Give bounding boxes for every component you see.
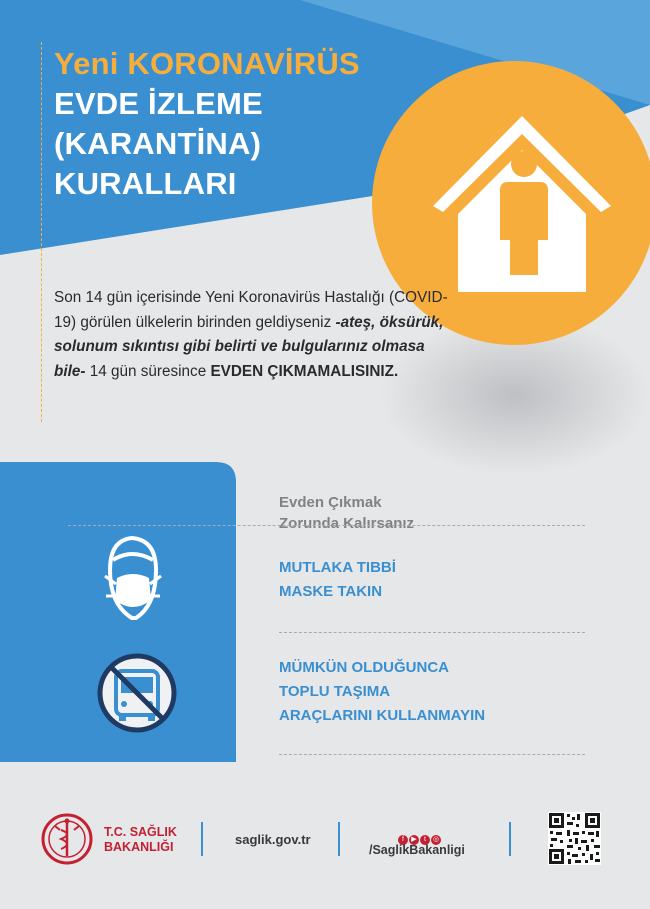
ministry-name-line-2: BAKANLIĞI	[104, 840, 174, 854]
footer-separator-3	[509, 822, 511, 856]
rule-transport-line-1: MÜMKÜN OLDUĞUNCA	[279, 659, 449, 676]
ministry-emblem-icon	[40, 812, 96, 866]
rule-mask-line-2: MASKE TAKIN	[279, 583, 383, 600]
footer-separator-1	[201, 822, 203, 856]
subheading-line-2: Zorunda Kalırsanız	[279, 515, 415, 532]
rule-mask	[279, 556, 396, 604]
intro-warning: EVDEN ÇIKMAMALISINIZ.	[210, 362, 399, 380]
ministry-name-line-1: T.C. SAĞLIK	[104, 825, 177, 839]
title-line-3: (KARANTİNA)	[54, 126, 262, 161]
title-line-1: Yeni KORONAVİRÜS	[54, 46, 360, 81]
rule-transport-line-2: TOPLU TAŞIMA	[279, 683, 391, 700]
no-bus-icon	[100, 656, 174, 730]
social-handle[interactable]: /SaglikBakanligi	[369, 843, 465, 857]
qr-code-icon	[548, 812, 601, 865]
divider-3	[279, 754, 585, 755]
intro-emphasis: -ateş, öksürük, solunum sıkıntısı gibi belirti ve bulgularınız olmasa bile-	[54, 313, 444, 380]
title-divider	[41, 42, 42, 422]
youtube-icon[interactable]: ▶	[409, 835, 419, 845]
subheading-line-1: Evden Çıkmak	[279, 494, 382, 511]
rule-transport	[279, 656, 485, 728]
instagram-icon[interactable]: ◎	[432, 836, 440, 843]
intro-paragraph	[54, 286, 454, 384]
title-line-4: KURALLARI	[54, 166, 237, 201]
footer-separator-2	[338, 822, 340, 856]
intro-text-2: 14 gün süresince	[85, 362, 211, 380]
divider-2	[279, 632, 585, 633]
divider-1	[68, 525, 585, 526]
page-title	[54, 44, 414, 204]
twitter-icon[interactable]: t	[420, 835, 430, 845]
ministry-name	[104, 825, 177, 855]
rule-transport-line-3: ARAÇLARINI KULLANMAYIN	[279, 707, 486, 724]
title-line-2: EVDE İZLEME	[54, 86, 263, 121]
rules-subheading	[279, 492, 414, 534]
website-link[interactable]: saglik.gov.tr	[235, 832, 311, 847]
rule-mask-line-1: MUTLAKA TIBBİ	[279, 559, 396, 576]
qr-code	[548, 812, 601, 870]
ministry-logo	[40, 812, 96, 871]
facebook-icon[interactable]: f	[398, 835, 408, 845]
intro-text-1: Son 14 gün içerisinde Yeni Koronavirüs Hastalığı (COVID-19) görülen ülkelerin birinden geldiyseniz	[54, 289, 448, 331]
